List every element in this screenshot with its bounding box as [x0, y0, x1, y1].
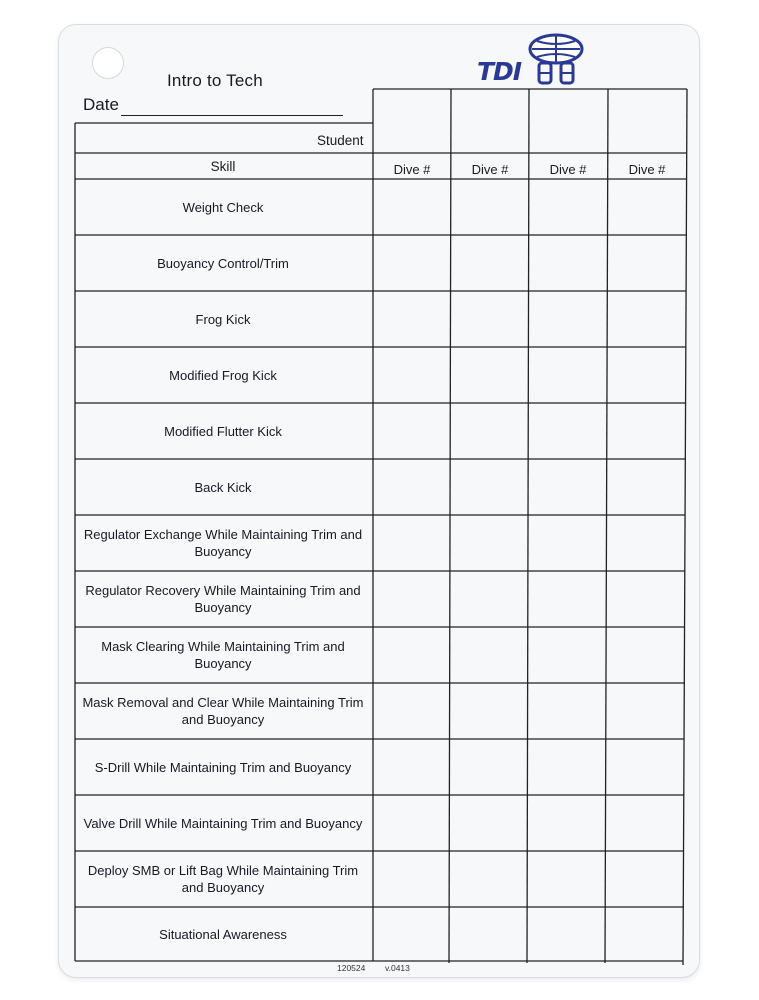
skill-label: Valve Drill While Maintaining Trim and Buoyancy: [83, 815, 363, 831]
dive-score-cell[interactable]: [608, 907, 686, 963]
dive-score-cell[interactable]: [529, 403, 608, 459]
dive-score-cell[interactable]: [608, 291, 686, 347]
skill-label: Buoyancy Control/Trim: [157, 255, 289, 271]
dive-score-cell[interactable]: [373, 907, 451, 963]
dive-score-cell[interactable]: [529, 907, 608, 963]
dive-score-cell[interactable]: [529, 627, 608, 683]
card-hole: [92, 47, 124, 79]
dive-score-cell[interactable]: [451, 571, 529, 627]
dive-score-cell[interactable]: [529, 739, 608, 795]
skill-label: Mask Removal and Clear While Maintaining Trim and Buoyancy: [82, 695, 364, 727]
dive-score-cell[interactable]: [608, 515, 686, 571]
dive-score-cell[interactable]: [451, 515, 529, 571]
skills-card: [58, 24, 700, 978]
dive-header-3: Dive #: [549, 162, 587, 177]
dive-score-cell[interactable]: [451, 291, 529, 347]
dive-header-2: Dive #: [471, 162, 509, 177]
skill-label: Regulator Recovery While Maintaining Trim and Buoyancy: [85, 583, 361, 615]
dive-score-cell[interactable]: [451, 347, 529, 403]
student-label: Student: [317, 133, 364, 148]
dive-score-cell[interactable]: [608, 571, 686, 627]
dive-score-cell[interactable]: [451, 851, 529, 907]
dive-header-1: Dive #: [393, 162, 431, 177]
dive-score-cell[interactable]: [608, 627, 686, 683]
dive-score-cell[interactable]: [451, 795, 529, 851]
dive-score-cell[interactable]: [451, 683, 529, 739]
skill-label: S-Drill While Maintaining Trim and Buoyancy: [94, 759, 352, 775]
tdi-logo-text: TDI: [477, 57, 522, 86]
dive-score-cell[interactable]: [373, 571, 451, 627]
dive-score-cell[interactable]: [529, 795, 608, 851]
dive-score-cell[interactable]: [529, 347, 608, 403]
dive-score-cell[interactable]: [373, 347, 451, 403]
dive-score-cell[interactable]: [451, 907, 529, 963]
skill-header: Skill: [210, 159, 236, 174]
dive-score-cell[interactable]: [373, 235, 451, 291]
dive-score-cell[interactable]: [529, 683, 608, 739]
diver-globe-icon: [523, 33, 589, 89]
dive-score-cell[interactable]: [373, 459, 451, 515]
skill-label: Modified Flutter Kick: [164, 423, 282, 439]
dive-score-cell[interactable]: [529, 851, 608, 907]
dive-score-cell[interactable]: [608, 179, 686, 235]
dive-score-cell[interactable]: [608, 403, 686, 459]
dive-score-cell[interactable]: [608, 851, 686, 907]
dive-score-cell[interactable]: [451, 235, 529, 291]
skill-label: Mask Clearing While Maintaining Trim and Buoyancy: [101, 639, 345, 671]
dive-score-cell[interactable]: [608, 459, 686, 515]
skill-label: Situational Awareness: [159, 926, 287, 942]
dive-score-cell[interactable]: [529, 291, 608, 347]
dive-score-cell[interactable]: [529, 571, 608, 627]
date-label: Date: [83, 95, 119, 114]
skill-label: Frog Kick: [195, 311, 251, 327]
footer-code: 120524: [337, 963, 366, 973]
dive-score-cell[interactable]: [529, 515, 608, 571]
dive-score-cell[interactable]: [373, 739, 451, 795]
dive-score-cell[interactable]: [373, 291, 451, 347]
skill-label: Modified Frog Kick: [169, 367, 277, 383]
dive-score-cell[interactable]: [608, 347, 686, 403]
student-name-cell[interactable]: [373, 89, 451, 153]
student-name-cell[interactable]: [608, 89, 686, 153]
dive-score-cell[interactable]: [373, 795, 451, 851]
dive-score-cell[interactable]: [373, 403, 451, 459]
dive-score-cell[interactable]: [451, 459, 529, 515]
dive-score-cell[interactable]: [608, 683, 686, 739]
dive-score-cell[interactable]: [373, 683, 451, 739]
tdi-logo: [477, 33, 589, 89]
dive-score-cell[interactable]: [451, 627, 529, 683]
student-name-cell[interactable]: [451, 89, 529, 153]
dive-score-cell[interactable]: [608, 739, 686, 795]
dive-score-cell[interactable]: [529, 235, 608, 291]
dive-score-cell[interactable]: [608, 795, 686, 851]
date-field-line[interactable]: [121, 115, 343, 116]
card-title: Intro to Tech: [167, 71, 263, 90]
dive-score-cell[interactable]: [373, 851, 451, 907]
dive-score-cell[interactable]: [373, 627, 451, 683]
footer-version: v.0413: [385, 963, 410, 973]
dive-score-cell[interactable]: [451, 739, 529, 795]
dive-score-cell[interactable]: [451, 403, 529, 459]
dive-score-cell[interactable]: [451, 179, 529, 235]
dive-score-cell[interactable]: [608, 235, 686, 291]
dive-header-4: Dive #: [628, 162, 666, 177]
dive-score-cell[interactable]: [373, 179, 451, 235]
student-name-cell[interactable]: [529, 89, 608, 153]
dive-score-cell[interactable]: [529, 179, 608, 235]
dive-score-cell[interactable]: [373, 515, 451, 571]
skill-label: Deploy SMB or Lift Bag While Maintaining Trim and Buoyancy: [87, 863, 359, 895]
skill-label: Regulator Exchange While Maintaining Trim and Buoyancy: [83, 527, 363, 559]
skill-label: Weight Check: [182, 199, 264, 215]
dive-score-cell[interactable]: [529, 459, 608, 515]
skill-label: Back Kick: [194, 479, 252, 495]
